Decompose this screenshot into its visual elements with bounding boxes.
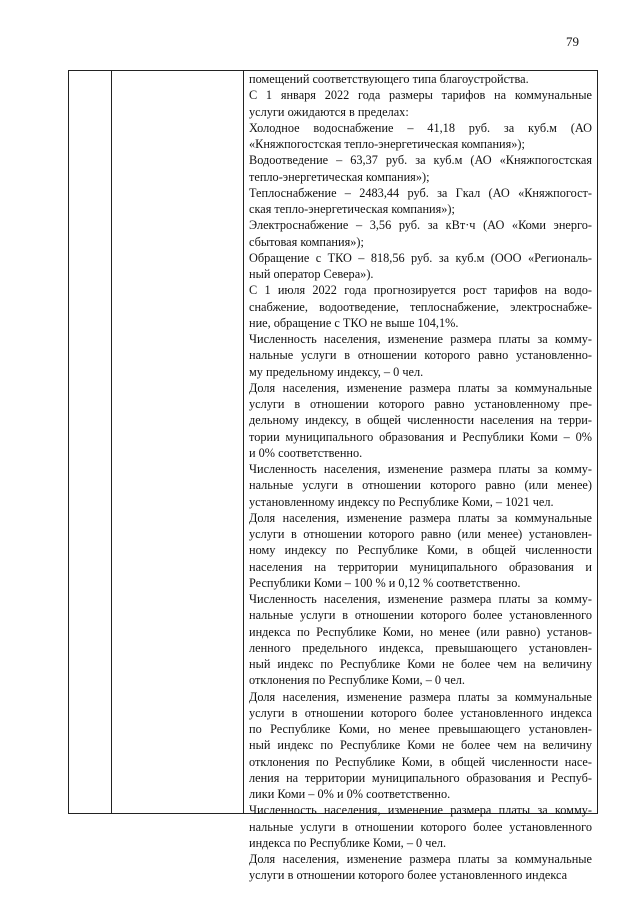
text-line: му предельному индексу, – 0 чел.: [249, 364, 424, 379]
text-line: нальные услуги в отношении которого более установленного: [249, 819, 592, 834]
text-line: ская тепло-энергетическая компания»);: [249, 202, 455, 216]
text-line: Численность населения, изменение размера платы за комму-: [249, 332, 592, 346]
paragraph: [249, 282, 592, 331]
text-line: тепло-энергетическая компания»);: [249, 169, 430, 184]
paragraph: [249, 851, 592, 884]
text-line: снабжение, водоотведение, теплоснабжение, электроснабже-: [249, 299, 592, 314]
paragraph: [249, 185, 592, 218]
text-line: и 0% соответственно.: [249, 445, 363, 460]
text-line: услуги в отношении которого более установленного индекса: [249, 705, 592, 720]
text-line: ленного предельного индекса, превышающего установлен-: [249, 640, 592, 655]
text-line: по Республике Коми, но менее превышающего установлен-: [249, 722, 592, 736]
paragraph: [249, 152, 592, 185]
text-line: сбытовая компания»);: [249, 234, 364, 249]
document-table: [68, 70, 598, 883]
paragraph: [249, 331, 592, 380]
text-line: Численность населения, изменение размера платы за комму-: [249, 462, 592, 476]
text-line: Республики Коми – 100 % и 0,12 % соответственно.: [249, 575, 521, 590]
text-line: ный индекс по Республике Коми не более чем на величину: [249, 738, 592, 753]
text-line: Теплоснабжение – 2483,44 руб. за Гкал (АО «Княжпогост-: [249, 185, 592, 200]
text-line: нальные услуги в отношении которого равно (или менее): [249, 478, 592, 493]
text-line: индекса по Республике Коми, – 0 чел.: [249, 835, 447, 850]
paragraph: [249, 510, 592, 591]
text-line: лики Коми – 0% и 0% соответственно.: [249, 787, 451, 801]
text-line: Доля населения, изменение размера платы за коммунальные: [249, 689, 592, 704]
paragraph: [249, 71, 592, 87]
text-line: Доля населения, изменение размера платы за коммунальные: [249, 380, 592, 395]
text-line: «Княжпогостская тепло-энергетическая компания»);: [249, 137, 525, 151]
text-line: ный оператор Севера»).: [249, 267, 374, 281]
text-line: Доля населения, изменение размера платы за коммунальные: [249, 510, 592, 525]
text-line: С 1 января 2022 года размеры тарифов на коммунальные: [249, 88, 592, 103]
paragraph: [249, 380, 592, 461]
text-line: Обращение с ТКО – 818,56 руб. за куб.м (ООО «Региональ-: [249, 250, 592, 265]
text-line: Холодное водоснабжение – 41,18 руб. за куб.м (АО: [249, 120, 592, 135]
text-line: услуги в отношении которого равно (или менее) установлен-: [249, 527, 592, 541]
text-line: ние, обращение с ТКО не выше 104,1%.: [249, 315, 459, 330]
paragraph: [249, 250, 592, 283]
text-line: С 1 июля 2022 года прогнозируется рост тарифов на водо-: [249, 283, 592, 298]
column-divider-1: [111, 71, 112, 813]
text-line: населения на территории муниципального образования и: [249, 559, 592, 574]
text-line: ному индексу по Республике Коми, в общей численности: [249, 543, 592, 558]
text-line: тории муниципального образования и Республики Коми – 0%: [249, 429, 592, 444]
text-line: установленному индексу по Республике Коми, – 1021 чел.: [249, 494, 554, 509]
paragraph: [249, 120, 592, 153]
paragraph: [249, 217, 592, 250]
paragraph: [249, 461, 592, 510]
text-line: Электроснабжение – 3,56 руб. за кВт·ч (АО «Коми энерго-: [249, 218, 592, 233]
text-line: ления на территории муниципального образования и Респуб-: [249, 770, 592, 785]
paragraph: [249, 591, 592, 689]
text-line: Водоотведение – 63,37 руб. за куб.м (АО «Княжпогостская: [249, 153, 592, 168]
text-line: услуги в отношении которого более установленного индекса: [249, 868, 568, 883]
paragraph: [249, 802, 592, 851]
text-line: Доля населения, изменение размера платы за коммунальные: [249, 852, 592, 866]
text-line: помещений соответствующего типа благоустройства.: [249, 72, 529, 86]
paragraph: [249, 87, 592, 120]
text-line: Численность населения, изменение размера платы за комму-: [249, 803, 592, 818]
text-line: отклонения по Республике Коми, в общей численности насе-: [249, 754, 592, 769]
paragraph: [249, 689, 592, 803]
text-cell: [249, 71, 592, 884]
text-line: нальные услуги в отношении которого равно установленно-: [249, 348, 592, 363]
text-line: услуги в отношении которого равно установленному пре-: [249, 397, 592, 411]
text-line: Численность населения, изменение размера платы за комму-: [249, 592, 592, 606]
text-line: дельному индексу, в общей численности населения на терри-: [249, 413, 592, 428]
column-divider-2: [243, 71, 244, 813]
text-line: услуги ожидаются в пределах:: [249, 104, 409, 119]
page-number: 79: [566, 34, 579, 49]
text-line: нальные услуги в отношении которого более установленного: [249, 608, 592, 623]
text-line: ный индекс по Республике Коми не более чем на величину: [249, 657, 592, 671]
text-line: индекса по Республике Коми, но менее (или равно) установ-: [249, 624, 592, 639]
text-line: отклонения по Республике Коми, – 0 чел.: [249, 673, 465, 688]
